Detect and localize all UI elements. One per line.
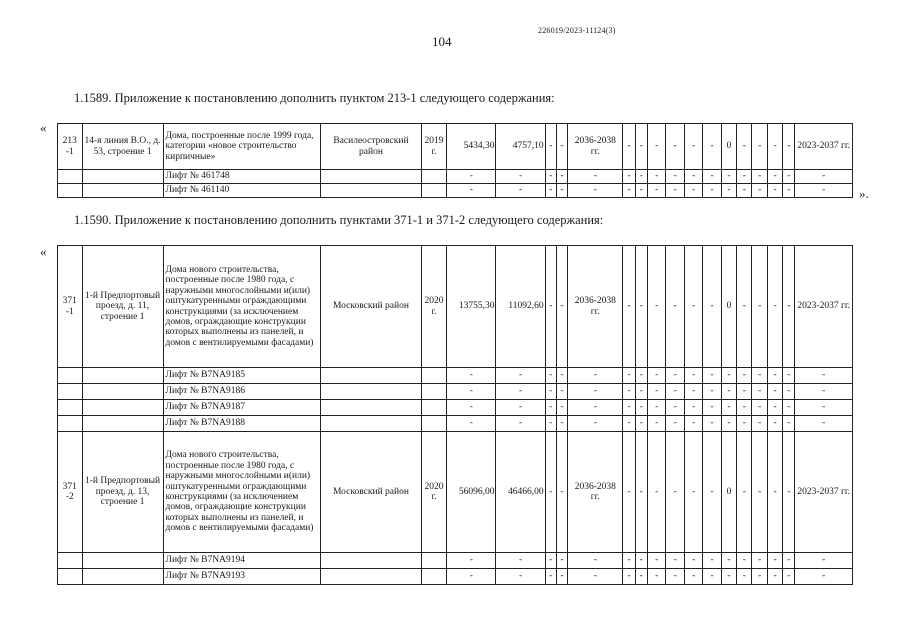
work-cell: - [703, 170, 721, 184]
work-cell: - [684, 384, 702, 400]
lift-label: Лифт № B7NA9185 [163, 368, 321, 384]
lift-label: Лифт № 461748 [163, 170, 321, 184]
lift-row [58, 416, 853, 432]
work-cell: - [752, 432, 767, 553]
work-cell: - [737, 569, 752, 585]
work-cell: - [666, 400, 684, 416]
value-cell: - [795, 400, 853, 416]
work-cell: - [767, 368, 782, 384]
value-cell: - [556, 400, 567, 416]
work-cell: - [648, 368, 666, 384]
empty-cell [58, 368, 83, 384]
row-number: 213 -1 [58, 124, 83, 170]
empty-cell [421, 400, 447, 416]
work-cell: - [635, 553, 647, 569]
lift-row [58, 368, 853, 384]
work-cell: - [635, 569, 647, 585]
work-cell: - [737, 368, 752, 384]
district-cell: Московский район [321, 432, 421, 553]
work-cell: - [767, 569, 782, 585]
lift-label: Лифт № B7NA9187 [163, 400, 321, 416]
value-cell: - [447, 553, 496, 569]
value-cell: - [568, 170, 623, 184]
value-cell: - [496, 416, 545, 432]
period-cell: 2023-2037 гг. [795, 124, 853, 170]
area-total-cell: 13755,30 [447, 246, 496, 368]
empty-cell [421, 416, 447, 432]
value-cell: - [556, 124, 567, 170]
work-cell: - [635, 184, 647, 198]
work-cell: - [721, 368, 736, 384]
work-cell: - [737, 416, 752, 432]
amendment-table-1590 [57, 245, 853, 585]
lift-row [58, 184, 853, 198]
work-cell: - [623, 384, 635, 400]
area-living-cell: 4757,10 [496, 124, 545, 170]
work-cell: 0 [721, 432, 736, 553]
empty-cell [321, 400, 421, 416]
lift-label: Лифт № B7NA9193 [163, 569, 321, 585]
year-cell: 2020 г. [421, 246, 447, 368]
empty-cell [82, 553, 163, 569]
value-cell: - [568, 416, 623, 432]
value-cell: - [568, 384, 623, 400]
work-cell: - [703, 368, 721, 384]
work-cell: - [783, 368, 795, 384]
value-cell: - [795, 384, 853, 400]
value-cell: - [556, 553, 567, 569]
work-cell: - [684, 569, 702, 585]
work-cell: - [623, 170, 635, 184]
work-cell: - [752, 124, 767, 170]
work-cell: - [684, 184, 702, 198]
empty-cell [58, 184, 83, 198]
work-cell: - [635, 124, 647, 170]
section-1590-heading: 1.1590. Приложение к постановлению дополнить пунктами 371-1 и 371-2 следующего содержания: [74, 213, 604, 227]
document-number: 226019/2023-11124(3) [538, 26, 616, 35]
work-cell: - [752, 384, 767, 400]
value-cell: - [795, 368, 853, 384]
work-cell: - [767, 553, 782, 569]
work-cell: - [648, 400, 666, 416]
value-cell: - [447, 400, 496, 416]
work-cell: - [666, 432, 684, 553]
work-cell: - [623, 184, 635, 198]
work-cell: - [737, 432, 752, 553]
empty-cell [82, 569, 163, 585]
lift-row [58, 400, 853, 416]
work-cell: - [767, 124, 782, 170]
value-cell: - [795, 416, 853, 432]
work-cell: - [767, 416, 782, 432]
value-cell: - [447, 416, 496, 432]
value-cell: - [556, 432, 567, 553]
work-cell: - [767, 170, 782, 184]
work-cell: - [703, 432, 721, 553]
work-cell: - [752, 170, 767, 184]
value-cell: - [545, 553, 556, 569]
value-cell: - [568, 553, 623, 569]
work-cell: - [703, 400, 721, 416]
empty-cell [321, 569, 421, 585]
work-cell: - [648, 384, 666, 400]
value-cell: - [556, 384, 567, 400]
value-cell: - [556, 368, 567, 384]
lift-row [58, 384, 853, 400]
area-living-cell: 46466,00 [496, 432, 545, 553]
empty-cell [421, 368, 447, 384]
work-cell: - [623, 569, 635, 585]
value-cell: - [447, 184, 496, 198]
work-cell: - [721, 569, 736, 585]
work-cell: - [721, 170, 736, 184]
value-cell: - [496, 184, 545, 198]
work-cell: - [623, 368, 635, 384]
address-cell: 1-й Предпортовый проезд, д. 13, строение 1 [82, 432, 163, 553]
work-cell: - [623, 124, 635, 170]
table-row [58, 124, 853, 170]
period-cell: 2023-2037 гг. [795, 246, 853, 368]
value-cell: - [447, 170, 496, 184]
work-cell: - [648, 184, 666, 198]
work-cell: - [703, 184, 721, 198]
table-row [58, 246, 853, 368]
open-quote: « [40, 244, 47, 259]
value-cell: - [496, 368, 545, 384]
work-cell: - [635, 432, 647, 553]
category-cell: Дома, построенные после 1999 года, категории «новое строительство кирпичные» [163, 124, 321, 170]
category-cell: Дома нового строительства, построенные после 1980 года, с наружными многослойными и(или) оштукатуренными ограждающими конструкциями (за исключением домов, ограждающие конструкции которых выполнены из панелей, и домов с вентилируемыми фасадами) [163, 246, 321, 368]
empty-cell [421, 184, 447, 198]
page-number: 104 [432, 34, 452, 49]
work-cell: - [684, 368, 702, 384]
work-cell: - [703, 416, 721, 432]
value-cell: - [545, 170, 556, 184]
work-cell: - [783, 553, 795, 569]
work-cell: - [752, 368, 767, 384]
empty-cell [421, 569, 447, 585]
empty-cell [58, 553, 83, 569]
lift-label: Лифт № 461140 [163, 184, 321, 198]
value-cell: - [496, 569, 545, 585]
work-cell: - [635, 416, 647, 432]
work-cell: - [783, 416, 795, 432]
work-cell: - [684, 553, 702, 569]
empty-cell [82, 400, 163, 416]
work-cell: - [721, 184, 736, 198]
work-cell: - [684, 416, 702, 432]
value-cell: - [556, 184, 567, 198]
work-cell: - [767, 432, 782, 553]
address-cell: 1-й Предпортовый проезд, д. 11, строение 1 [82, 246, 163, 368]
work-cell: - [721, 384, 736, 400]
work-cell: - [737, 553, 752, 569]
work-cell: - [666, 569, 684, 585]
work-cell: - [666, 184, 684, 198]
value-cell: - [545, 400, 556, 416]
lift-label: Лифт № B7NA9188 [163, 416, 321, 432]
work-cell: - [737, 246, 752, 368]
work-cell: - [721, 553, 736, 569]
work-cell: - [783, 170, 795, 184]
year-cell: 2020 г. [421, 432, 447, 553]
area-total-cell: 56096,00 [447, 432, 496, 553]
work-cell: - [648, 432, 666, 553]
address-cell: 14-я линия В.О., д. 53, строение 1 [82, 124, 163, 170]
work-cell: - [623, 432, 635, 553]
amendment-table-1589 [57, 123, 853, 198]
work-cell: 0 [721, 246, 736, 368]
empty-cell [82, 416, 163, 432]
area-living-cell: 11092,60 [496, 246, 545, 368]
work-cell: - [783, 400, 795, 416]
work-cell: - [648, 416, 666, 432]
work-cell: - [666, 170, 684, 184]
work-cell: - [666, 553, 684, 569]
lift-label: Лифт № B7NA9194 [163, 553, 321, 569]
work-cell: - [783, 184, 795, 198]
work-cell: - [635, 368, 647, 384]
empty-cell [58, 416, 83, 432]
empty-cell [58, 569, 83, 585]
work-cell: - [635, 384, 647, 400]
work-cell: - [703, 384, 721, 400]
lift-row [58, 170, 853, 184]
work-cell: - [767, 400, 782, 416]
section-1589-heading: 1.1589. Приложение к постановлению дополнить пунктом 213-1 следующего содержания: [74, 91, 555, 105]
work-cell: - [666, 416, 684, 432]
value-cell: - [556, 416, 567, 432]
work-cell: - [703, 553, 721, 569]
work-cell: - [783, 384, 795, 400]
value-cell: - [496, 170, 545, 184]
value-cell: - [568, 569, 623, 585]
empty-cell [421, 170, 447, 184]
empty-cell [421, 553, 447, 569]
district-cell: Московский район [321, 246, 421, 368]
work-cell: - [737, 400, 752, 416]
value-cell: - [447, 368, 496, 384]
empty-cell [321, 184, 421, 198]
work-cell: - [648, 553, 666, 569]
work-cell: - [648, 246, 666, 368]
work-cell: - [648, 569, 666, 585]
value-cell: - [795, 184, 853, 198]
work-cell: - [623, 416, 635, 432]
year-cell: 2019 г. [421, 124, 447, 170]
work-cell: - [703, 569, 721, 585]
value-cell: - [545, 569, 556, 585]
work-cell: - [635, 246, 647, 368]
work-cell: - [666, 124, 684, 170]
work-cell: - [703, 124, 721, 170]
work-cell: - [737, 170, 752, 184]
lift-row [58, 553, 853, 569]
work-cell: - [684, 432, 702, 553]
value-cell: - [496, 384, 545, 400]
work-cell: - [623, 400, 635, 416]
work-cell: - [721, 400, 736, 416]
empty-cell [58, 400, 83, 416]
work-cell: - [752, 569, 767, 585]
empty-cell [82, 170, 163, 184]
value-cell: - [545, 124, 556, 170]
value-cell: - [568, 400, 623, 416]
work-cell: - [767, 384, 782, 400]
work-cell: - [767, 184, 782, 198]
value-cell: - [545, 246, 556, 368]
empty-cell [321, 170, 421, 184]
close-quote: ». [859, 186, 869, 201]
district-cell: Василеостровский район [321, 124, 421, 170]
value-cell: - [545, 416, 556, 432]
work-cell: - [752, 400, 767, 416]
work-cell: - [783, 246, 795, 368]
table-row [58, 432, 853, 553]
work-cell: - [752, 184, 767, 198]
period-cell: 2036-2038 гг. [568, 432, 623, 553]
value-cell: - [447, 384, 496, 400]
empty-cell [82, 384, 163, 400]
empty-cell [82, 184, 163, 198]
empty-cell [421, 384, 447, 400]
empty-cell [58, 384, 83, 400]
work-cell: - [752, 416, 767, 432]
period-cell: 2036-2038 гг. [568, 246, 623, 368]
value-cell: - [795, 170, 853, 184]
work-cell: - [752, 246, 767, 368]
row-number: 371 -1 [58, 246, 83, 368]
value-cell: - [545, 368, 556, 384]
work-cell: - [737, 184, 752, 198]
empty-cell [82, 368, 163, 384]
empty-cell [58, 170, 83, 184]
work-cell: - [684, 400, 702, 416]
value-cell: - [795, 569, 853, 585]
value-cell: - [496, 553, 545, 569]
work-cell: - [648, 124, 666, 170]
empty-cell [321, 368, 421, 384]
empty-cell [321, 553, 421, 569]
work-cell: - [635, 400, 647, 416]
lift-label: Лифт № B7NA9186 [163, 384, 321, 400]
row-number: 371 -2 [58, 432, 83, 553]
category-cell: Дома нового строительства, построенные после 1980 года, с наружными многослойными и(или) оштукатуренными ограждающими конструкциями (за исключением домов, ограждающие конструкции которых выполнены из панелей, и домов с вентилируемыми фасадами) [163, 432, 321, 553]
value-cell: - [545, 384, 556, 400]
work-cell: - [623, 246, 635, 368]
value-cell: - [568, 184, 623, 198]
value-cell: - [568, 368, 623, 384]
work-cell: - [684, 170, 702, 184]
value-cell: - [545, 184, 556, 198]
value-cell: - [795, 553, 853, 569]
value-cell: - [556, 569, 567, 585]
work-cell: - [666, 368, 684, 384]
work-cell: - [752, 553, 767, 569]
area-total-cell: 5434,30 [447, 124, 496, 170]
work-cell: - [767, 246, 782, 368]
work-cell: - [721, 416, 736, 432]
empty-cell [321, 384, 421, 400]
work-cell: - [783, 124, 795, 170]
period-cell: 2036-2038 гг. [568, 124, 623, 170]
empty-cell [321, 416, 421, 432]
value-cell: - [556, 246, 567, 368]
open-quote: « [40, 120, 47, 135]
work-cell: - [635, 170, 647, 184]
work-cell: - [737, 384, 752, 400]
work-cell: - [666, 246, 684, 368]
value-cell: - [496, 400, 545, 416]
work-cell: - [703, 246, 721, 368]
work-cell: - [684, 246, 702, 368]
work-cell: - [783, 432, 795, 553]
value-cell: - [447, 569, 496, 585]
work-cell: - [648, 170, 666, 184]
value-cell: - [556, 170, 567, 184]
period-cell: 2023-2037 гг. [795, 432, 853, 553]
value-cell: - [545, 432, 556, 553]
work-cell: - [737, 124, 752, 170]
work-cell: - [666, 384, 684, 400]
work-cell: - [783, 569, 795, 585]
work-cell: - [623, 553, 635, 569]
work-cell: 0 [721, 124, 736, 170]
lift-row [58, 569, 853, 585]
work-cell: - [684, 124, 702, 170]
